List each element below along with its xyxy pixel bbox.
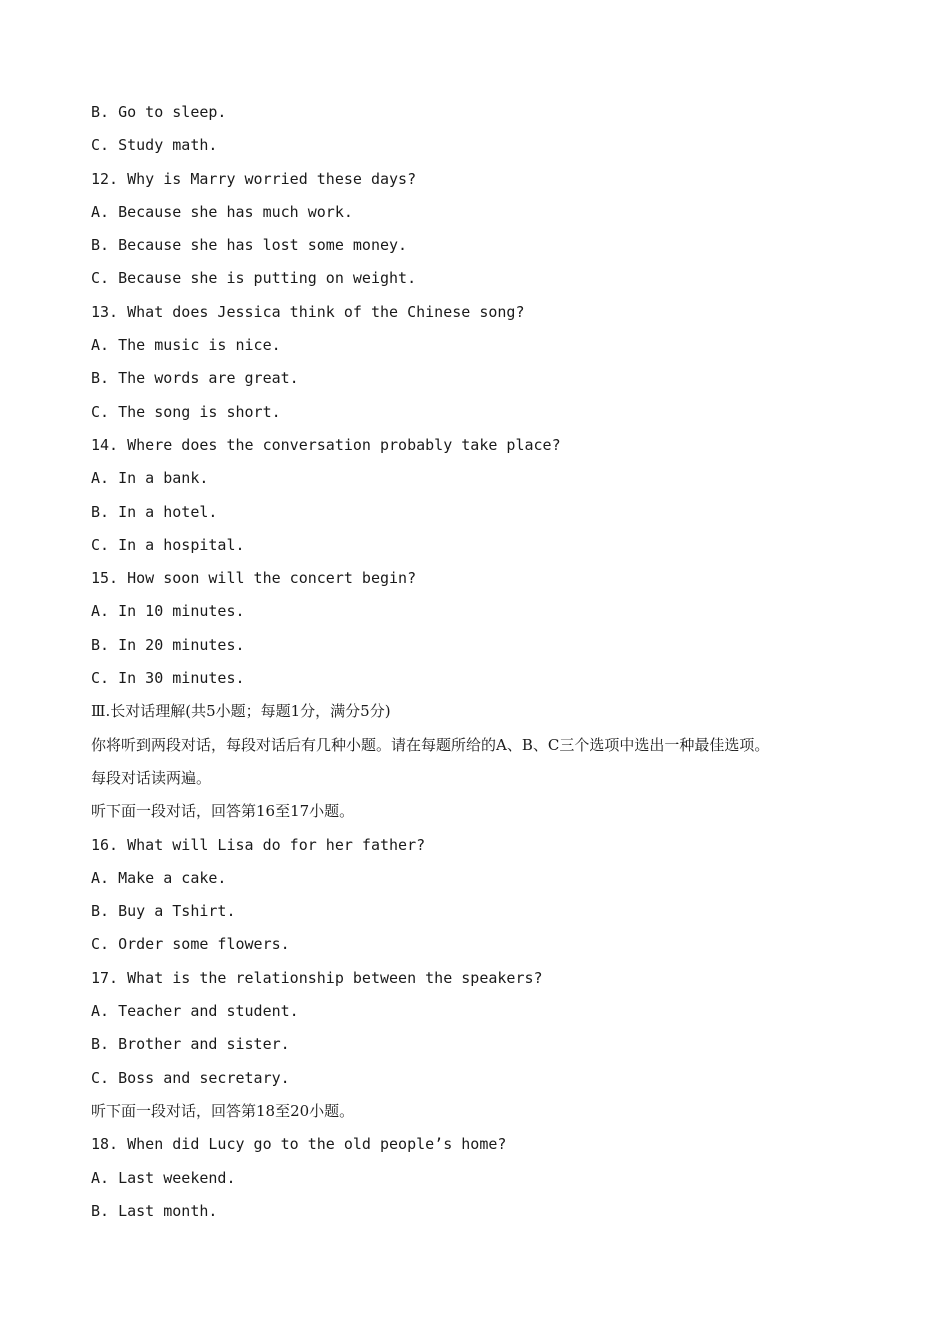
document-body: [91, 100, 891, 1232]
option-line: C. Order some flowers.: [91, 935, 290, 954]
instruction-line: 每段对话读两遍。: [91, 768, 212, 787]
question-line: 16. What will Lisa do for her father?: [91, 835, 426, 854]
option-line: B. The words are great.: [91, 369, 299, 388]
option-line: C. In 30 minutes.: [91, 669, 245, 688]
question-line: 17. What is the relationship between the speakers?: [91, 968, 543, 987]
option-line: A. Because she has much work.: [91, 202, 353, 221]
question-line: 15. How soon will the concert begin?: [91, 569, 417, 588]
option-line: C. Because she is putting on weight.: [91, 269, 417, 288]
option-line: A. In 10 minutes.: [91, 602, 245, 621]
option-line: B. Last month.: [91, 1201, 218, 1220]
option-line: A. Teacher and student.: [91, 1002, 299, 1021]
option-line: B. Brother and sister.: [91, 1035, 290, 1054]
option-line: A. The music is nice.: [91, 336, 281, 355]
option-line: A. Make a cake.: [91, 868, 227, 887]
option-line: C. Boss and secretary.: [91, 1068, 290, 1087]
option-line: B. In a hotel.: [91, 502, 218, 521]
option-line: C. Study math.: [91, 136, 218, 155]
option-line: C. In a hospital.: [91, 535, 245, 554]
question-line: 14. Where does the conversation probably take place?: [91, 435, 561, 454]
option-line: B. In 20 minutes.: [91, 635, 245, 654]
instruction-line: 听下面一段对话，回答第18至20小题。: [91, 1101, 355, 1120]
section-heading: Ⅲ.长对话理解(共5小题；每题1分，满分5分): [91, 702, 391, 721]
option-line: B. Go to sleep.: [91, 103, 227, 121]
option-line: A. In a bank.: [91, 469, 209, 488]
question-line: 18. When did Lucy go to the old people’s home?: [91, 1135, 507, 1154]
question-line: 12. Why is Marry worried these days?: [91, 169, 417, 188]
question-line: 13. What does Jessica think of the Chinese song?: [91, 302, 525, 321]
option-line: B. Because she has lost some money.: [91, 236, 408, 255]
option-line: B. Buy a Tshirt.: [91, 902, 236, 921]
instruction-line: 听下面一段对话，回答第16至17小题。: [91, 802, 355, 821]
option-line: A. Last weekend.: [91, 1168, 236, 1187]
instruction-line: 你将听到两段对话，每段对话后有几种小题。请在每题所给的A、B、C三个选项中选出一种最佳选项。: [91, 735, 770, 754]
option-line: C. The song is short.: [91, 402, 281, 421]
